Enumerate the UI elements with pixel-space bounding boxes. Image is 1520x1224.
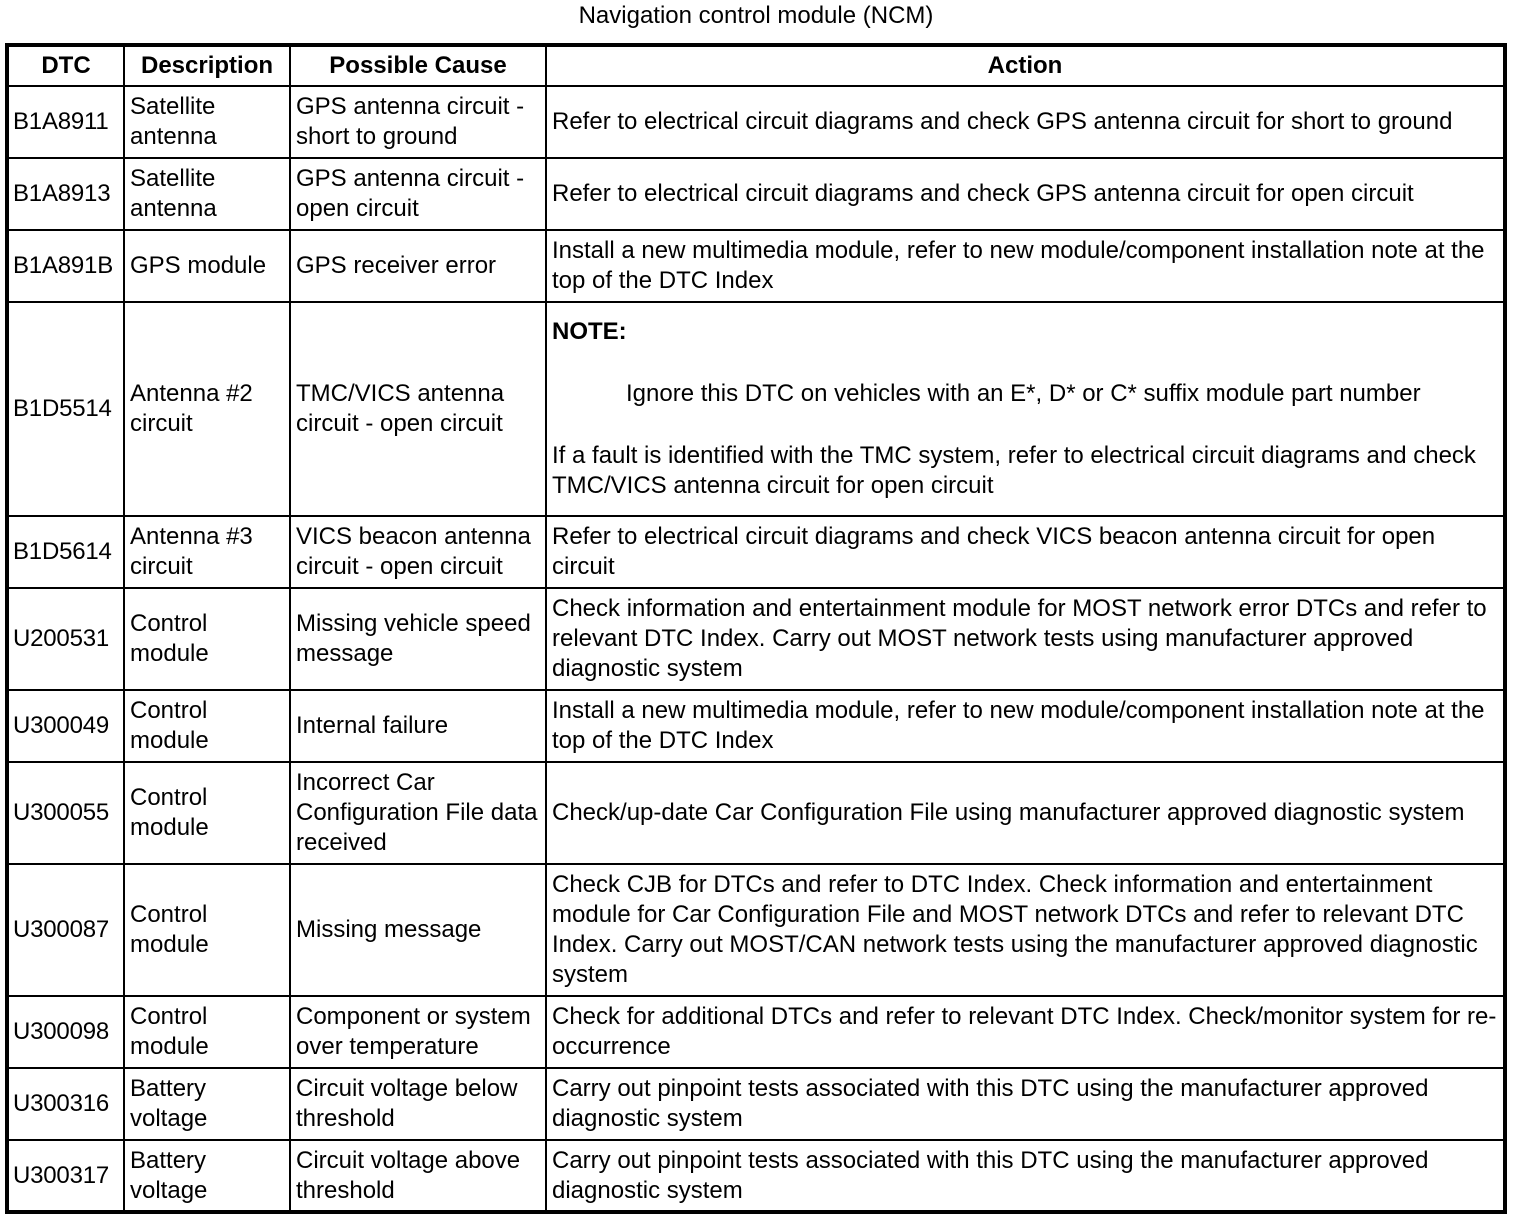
dtc-code: U300098: [7, 996, 124, 1068]
dtc-code: B1A8911: [7, 86, 124, 158]
dtc-code: U300087: [7, 864, 124, 996]
table-row: [7, 158, 1505, 230]
header-dtc: DTC: [7, 45, 124, 86]
dtc-code: U300049: [7, 690, 124, 762]
dtc-possible-cause: VICS beacon antenna circuit - open circuit: [290, 516, 546, 588]
dtc-description: Antenna #3 circuit: [124, 516, 290, 588]
dtc-possible-cause: TMC/VICS antenna circuit - open circuit: [290, 302, 546, 516]
dtc-action: Carry out pinpoint tests associated with this DTC using the manufacturer approved diagnostic system: [546, 1140, 1505, 1212]
dtc-possible-cause: GPS receiver error: [290, 230, 546, 302]
dtc-action: Check/up-date Car Configuration File using manufacturer approved diagnostic system: [546, 762, 1505, 864]
dtc-code: B1D5514: [7, 302, 124, 516]
header-action: Action: [546, 45, 1505, 86]
dtc-code: U300317: [7, 1140, 124, 1212]
page-title: Navigation control module (NCM): [578, 2, 934, 29]
table-row: [7, 690, 1505, 762]
dtc-description: GPS module: [124, 230, 290, 302]
dtc-description: Control module: [124, 588, 290, 690]
dtc-description: Satellite antenna: [124, 86, 290, 158]
table-row: [7, 762, 1505, 864]
table-row: [7, 516, 1505, 588]
dtc-action: Carry out pinpoint tests associated with this DTC using the manufacturer approved diagnostic system: [546, 1068, 1505, 1140]
dtc-possible-cause: Internal failure: [290, 690, 546, 762]
dtc-possible-cause: GPS antenna circuit - short to ground: [290, 86, 546, 158]
dtc-description: Control module: [124, 996, 290, 1068]
dtc-description: Control module: [124, 762, 290, 864]
dtc-code: U300055: [7, 762, 124, 864]
dtc-description: Control module: [124, 864, 290, 996]
header-possible-cause: Possible Cause: [290, 45, 546, 86]
table-row: [7, 1068, 1505, 1140]
note-label: NOTE:: [552, 318, 627, 345]
table-row: [7, 864, 1505, 996]
dtc-action: Refer to electrical circuit diagrams and check GPS antenna circuit for open circuit: [546, 158, 1505, 230]
dtc-description: Satellite antenna: [124, 158, 290, 230]
dtc-code: U300316: [7, 1068, 124, 1140]
table-row: [7, 230, 1505, 302]
dtc-action: Install a new multimedia module, refer to new module/component installation note at the top of the DTC Index: [546, 690, 1505, 762]
dtc-code: B1A891B: [7, 230, 124, 302]
dtc-code: B1A8913: [7, 158, 124, 230]
dtc-code: B1D5614: [7, 516, 124, 588]
dtc-possible-cause: Incorrect Car Configuration File data received: [290, 762, 546, 864]
dtc-action: Refer to electrical circuit diagrams and check GPS antenna circuit for short to ground: [546, 86, 1505, 158]
dtc-description: Antenna #2 circuit: [124, 302, 290, 516]
table-row: [7, 302, 1505, 516]
dtc-table: [5, 43, 1507, 1214]
dtc-action: [546, 302, 1505, 516]
dtc-possible-cause: Circuit voltage below threshold: [290, 1068, 546, 1140]
header-description: Description: [124, 45, 290, 86]
dtc-possible-cause: Missing message: [290, 864, 546, 996]
dtc-description: Control module: [124, 690, 290, 762]
dtc-action: Check for additional DTCs and refer to relevant DTC Index. Check/monitor system for re-occurrence: [546, 996, 1505, 1068]
dtc-possible-cause: Component or system over temperature: [290, 996, 546, 1068]
dtc-action: Check CJB for DTCs and refer to DTC Index. Check information and entertainment module for Car Configuration File and MOST network DTCs and refer to relevant DTC Index. Carry out MOST/CAN network tests using the manufacturer approved diagnostic system: [546, 864, 1505, 996]
dtc-possible-cause: Missing vehicle speed message: [290, 588, 546, 690]
dtc-possible-cause: Circuit voltage above threshold: [290, 1140, 546, 1212]
dtc-description: Battery voltage: [124, 1140, 290, 1212]
dtc-action: Check information and entertainment module for MOST network error DTCs and refer to relevant DTC Index. Carry out MOST network tests using manufacturer approved diagnostic system: [546, 588, 1505, 690]
dtc-description: Battery voltage: [124, 1068, 290, 1140]
note-text: Ignore this DTC on vehicles with an E*, D* or C* suffix module part number: [626, 380, 1421, 407]
table-row: [7, 1140, 1505, 1212]
dtc-code: U200531: [7, 588, 124, 690]
table-row: [7, 588, 1505, 690]
dtc-action-text: If a fault is identified with the TMC system, refer to electrical circuit diagrams and check TMC/VICS antenna circuit for open circuit: [552, 442, 1476, 499]
dtc-action: Refer to electrical circuit diagrams and check VICS beacon antenna circuit for open circuit: [546, 516, 1505, 588]
dtc-action: Install a new multimedia module, refer to new module/component installation note at the top of the DTC Index: [546, 230, 1505, 302]
table-row: [7, 86, 1505, 158]
table-header-row: [7, 45, 1505, 86]
dtc-possible-cause: GPS antenna circuit - open circuit: [290, 158, 546, 230]
table-row: [7, 996, 1505, 1068]
